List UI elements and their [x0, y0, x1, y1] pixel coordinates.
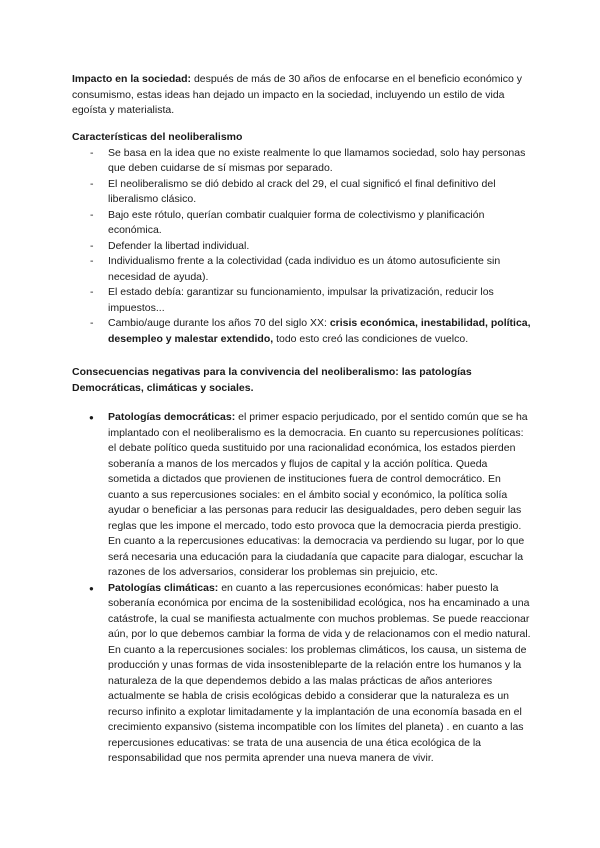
list-item	[72, 316, 532, 347]
list-item: - El estado debía: garantizar su funcionamiento, impulsar la privatización, reducir los impuestos...	[72, 285, 532, 316]
pathologies-section	[72, 410, 532, 767]
consequences-heading: Consecuencias negativas para la convivencia del neoliberalismo: las patologías Democráticas, climáticas y sociales.	[72, 366, 472, 394]
item-text: en cuanto a las repercusiones económicas: haber puesto la soberanía económica por encima de la sostenibilidad ecológica, nos ha encaminado a una catástrofe, la cual se manifiesta actualmente con muchos problemas. Se puede reaccionar aún, por lo que debemos cambiar la forma de vida y de relacionamos con el medio natural. En cuanto a la repercusiones sociales: los problemas climáticos, los causa, un sistema de producción y unas formas de vida insostenibleparte de la relación entre los humanos y la naturaleza de la que dependemos debido a las malas prácticas de años anteriores actualmente se habla de crisis ecológicas debido a considerar que la naturaleza es un recurso infinito a explotar limitadamente y la implantación de una economía basada en el crecimiento expansivo (sistema incompatible con los límites del planeta) . en cuanto a las repercusiones educativas: se trata de una ausencia de una ética ecológica de la responsabilidad que nos permita aprender una nueva manera de vivir.	[108, 581, 531, 764]
item-text: el primer espacio perjudicado, por el sentido común que se ha implantado con el neoliberalismo es la democracia. En cuanto su repercusiones políticas: el debate político queda sustituido por una racionalidad económica, los estados pierden soberanía a manos de los mercados y flujos de capital y la acción política. Queda sometida a dictados que provienen de instituciones fuera de control democrático. En cuanto a sus repercusiones sociales: en el ámbito social y económico, la política solía ayudar o beneficiar a las personas para reducir las desigualdades, pero deben seguir las reglas que les impone el mercado, todo esto provoca que la democracia pierda prestigio. En cuanto a la repercusiones educativas: la democracia va perdiendo su lugar, por lo que será necesaria una educación para la ciudadanía que capacite para dialogar, escuchar la razones de los adversarios, considerar los problemas sin prejuicio, etc.	[108, 411, 528, 578]
characteristics-heading: Características del neoliberalismo	[72, 131, 243, 143]
intro-text: después de más de 30 años de enfocarse en el beneficio económico y consumismo, estas ideas han dejado un impacto en la sociedad, incluyendo un estilo de vida egoísta y materialista.	[72, 73, 523, 116]
pathologies-list	[72, 410, 532, 767]
list-item-bold: crisis económica, inestabilidad, política, desempleo y malestar extendido,	[108, 317, 531, 345]
list-item: - El neoliberalismo se dió debido al crack del 29, el cual significó el final definitivo del liberalismo clásico.	[72, 177, 532, 208]
consequences-section	[72, 365, 532, 396]
list-item: - Bajo este rótulo, querían combatir cualquier forma de colectivismo y planificación económica.	[72, 208, 532, 239]
list-item: - Defender la libertad individual.	[72, 239, 532, 255]
intro-paragraph	[72, 72, 532, 119]
list-item: - Se basa en la idea que no existe realmente lo que llamamos sociedad, solo hay personas que deben cuidarse de sí mismas por separado.	[72, 146, 532, 177]
list-item	[72, 581, 532, 767]
list-item	[72, 410, 532, 581]
characteristics-section	[72, 130, 532, 347]
list-item: - Individualismo frente a la colectividad (cada individuo es un átomo autosuficiente sin necesidad de ayuda).	[72, 254, 532, 285]
list-item-pre: Cambio/auge durante los años 70 del siglo XX:	[108, 317, 330, 329]
list-item-post: todo esto creó las condiciones de vuelco.	[273, 332, 469, 345]
characteristics-list	[72, 146, 532, 348]
item-title: Patologías democráticas:	[108, 411, 236, 423]
intro-label: Impacto en la sociedad:	[72, 73, 192, 85]
item-title: Patologías climáticas:	[108, 581, 219, 594]
